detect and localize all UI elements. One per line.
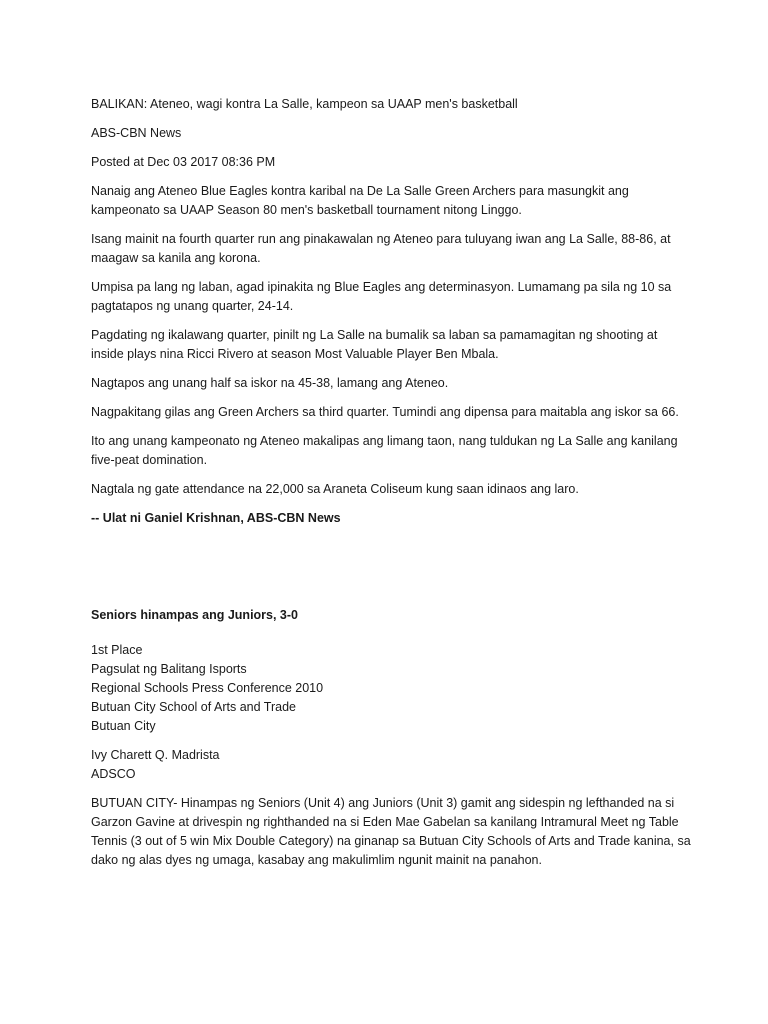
article1-byline: -- Ulat ni Ganiel Krishnan, ABS-CBN News: [91, 511, 341, 525]
article1-paragraph: Umpisa pa lang ng laban, agad ipinakita ng Blue Eagles ang determinasyon. Lumamang pa sila ng 10 sa pagtatapos ng unang quarter, 24-14.: [91, 280, 672, 313]
document-page: [91, 95, 691, 880]
article1-paragraph: Pagdating ng ikalawang quarter, pinilt ng La Salle na bumalik sa laban sa pamamagitan ng shooting at inside plays nina Ricci Rivero at season Most Valuable Player Ben Mbala.: [91, 328, 658, 361]
article1-posted-date: Posted at Dec 03 2017 08:36 PM: [91, 155, 276, 169]
award-line: Butuan City: [91, 719, 156, 733]
article1-paragraph: Nagpakitang gilas ang Green Archers sa third quarter. Tumindi ang dipensa para maitabla ang iskor sa 66.: [91, 405, 679, 419]
article1-headline: BALIKAN: Ateneo, wagi kontra La Salle, kampeon sa UAAP men's basketball: [91, 97, 518, 111]
award-line: Pagsulat ng Balitang Isports: [91, 662, 247, 676]
award-line: Regional Schools Press Conference 2010: [91, 681, 324, 695]
article1-source: ABS-CBN News: [91, 126, 182, 140]
article2-award-block: [91, 641, 691, 736]
award-line: Butuan City School of Arts and Trade: [91, 700, 296, 714]
author-line: ADSCO: [91, 767, 136, 781]
award-line: 1st Place: [91, 643, 143, 657]
section-spacer: [91, 538, 691, 606]
article2-headline: Seniors hinampas ang Juniors, 3-0: [91, 608, 299, 622]
article2-author-block: [91, 746, 691, 784]
article1-paragraph: Nagtala ng gate attendance na 22,000 sa Araneta Coliseum kung saan idinaos ang laro.: [91, 482, 579, 496]
article1-paragraph: Ito ang unang kampeonato ng Ateneo makalipas ang limang taon, nang tuldukan ng La Salle ang kanilang five-peat domination.: [91, 434, 678, 467]
author-line: Ivy Charett Q. Madrista: [91, 748, 220, 762]
article1-paragraph: Nagtapos ang unang half sa iskor na 45-38, lamang ang Ateneo.: [91, 376, 449, 390]
article2-body: BUTUAN CITY- Hinampas ng Seniors (Unit 4) ang Juniors (Unit 3) gamit ang sidespin ng lefthanded na si Garzon Gavine at drivespin ng righthanded na si Eden Mae Gabelan sa kanilang Intramural Meet ng Table Tennis (3 out of 5 win Mix Double Category) na ginanap sa Butuan City Schools of Arts and Trade kanina, sa dako ng alas dyes ng umaga, kasabay ang makulimlim ngunit mainit na panahon.: [91, 796, 691, 867]
article1-paragraph: Isang mainit na fourth quarter run ang pinakawalan ng Ateneo para tuluyang iwan ang La Salle, 88-86, at maagaw sa kanila ang korona.: [91, 232, 671, 265]
article1-paragraph: Nanaig ang Ateneo Blue Eagles kontra karibal na De La Salle Green Archers para masungkit ang kampeonato sa UAAP Season 80 men's basketball tournament nitong Linggo.: [91, 184, 629, 217]
